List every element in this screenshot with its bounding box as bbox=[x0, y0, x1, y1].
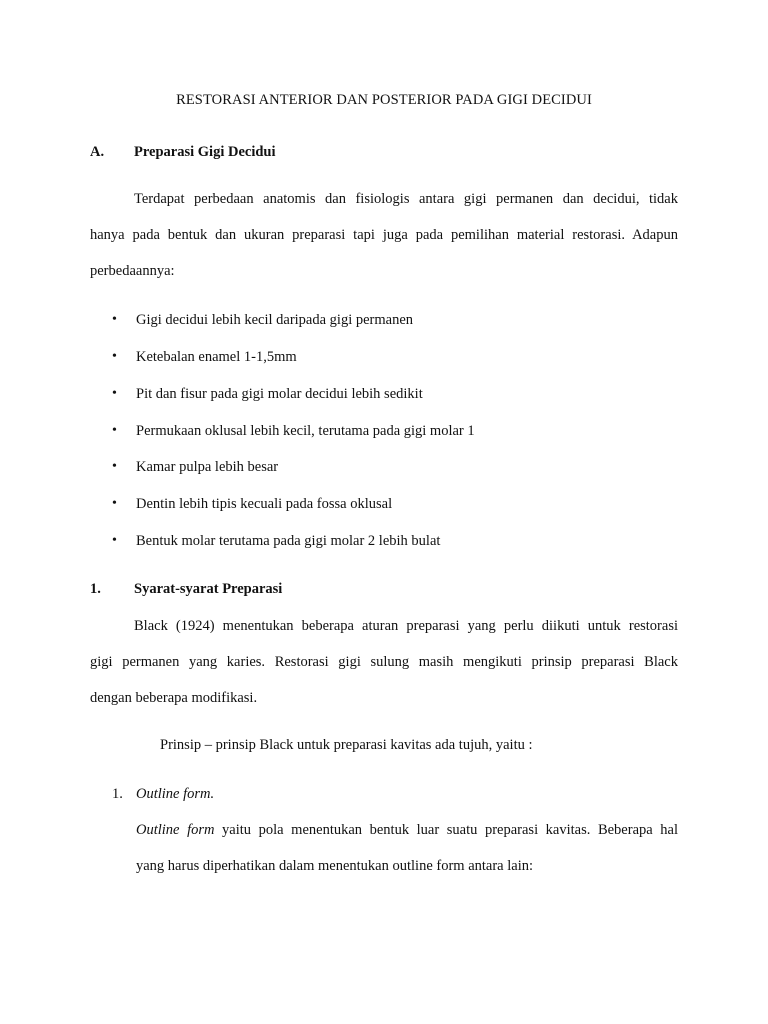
outline-line-2: yang harus diperhatikan dalam menentukan outline form antara lain: bbox=[136, 858, 534, 874]
bullet-icon: • bbox=[112, 533, 117, 548]
list-item-text: Pit dan fisur pada gigi molar decidui lebih sedikit bbox=[136, 386, 423, 402]
list-item-text: Dentin lebih tipis kecuali pada fossa oklusal bbox=[136, 496, 393, 512]
document-title: RESTORASI ANTERIOR DAN POSTERIOR PADA GIGI DECIDUI bbox=[176, 92, 592, 108]
outline-line-1 bbox=[136, 812, 678, 848]
section-a-heading: Preparasi Gigi Decidui bbox=[134, 144, 276, 160]
black-line-3: dengan beberapa modifikasi. bbox=[90, 690, 258, 706]
black-line-2: gigi permanen yang karies. Restorasi gigi sulung masih mengikuti prinsip preparasi Black bbox=[90, 654, 678, 670]
intro-line-2: hanya pada bentuk dan ukuran preparasi tapi juga pada pemilihan material restorasi. Adapun bbox=[90, 227, 678, 243]
principle-intro: Prinsip – prinsip Black untuk preparasi kavitas ada tujuh, yaitu : bbox=[160, 737, 533, 753]
black-line-1: Black (1924) menentukan beberapa aturan preparasi yang perlu diikuti untuk restorasi bbox=[134, 618, 678, 634]
ordered-item-label: Outline form. bbox=[136, 786, 215, 802]
list-item-text: Gigi decidui lebih kecil daripada gigi permanen bbox=[136, 312, 414, 328]
bullet-icon: • bbox=[112, 349, 117, 364]
intro-line-3: perbedaannya: bbox=[90, 263, 175, 279]
list-item-text: Kamar pulpa lebih besar bbox=[136, 459, 279, 475]
bullet-icon: • bbox=[112, 496, 117, 511]
outline-line-1-rest: yaitu pola menentukan bentuk luar suatu preparasi kavitas. Beberapa hal bbox=[214, 822, 678, 838]
bullet-icon: • bbox=[112, 386, 117, 401]
intro-paragraph bbox=[90, 181, 678, 289]
ordered-item-number: 1. bbox=[112, 786, 123, 802]
list-item-text: Bentuk molar terutama pada gigi molar 2 lebih bulat bbox=[136, 533, 441, 549]
bullet-icon: • bbox=[112, 459, 117, 474]
bullet-icon: • bbox=[112, 423, 117, 438]
list-item-text: Permukaan oklusal lebih kecil, terutama pada gigi molar 1 bbox=[136, 423, 475, 439]
section-1-number: 1. bbox=[90, 581, 101, 597]
black-paragraph bbox=[90, 608, 678, 716]
bullet-icon: • bbox=[112, 312, 117, 327]
outline-paragraph bbox=[136, 812, 678, 884]
list-item-text: Ketebalan enamel 1-1,5mm bbox=[136, 349, 297, 365]
intro-line-1: Terdapat perbedaan anatomis dan fisiologis antara gigi permanen dan decidui, tidak bbox=[134, 191, 678, 207]
section-1-heading: Syarat-syarat Preparasi bbox=[134, 581, 283, 597]
section-a-number: A. bbox=[90, 144, 105, 160]
outline-term: Outline form bbox=[136, 822, 215, 838]
